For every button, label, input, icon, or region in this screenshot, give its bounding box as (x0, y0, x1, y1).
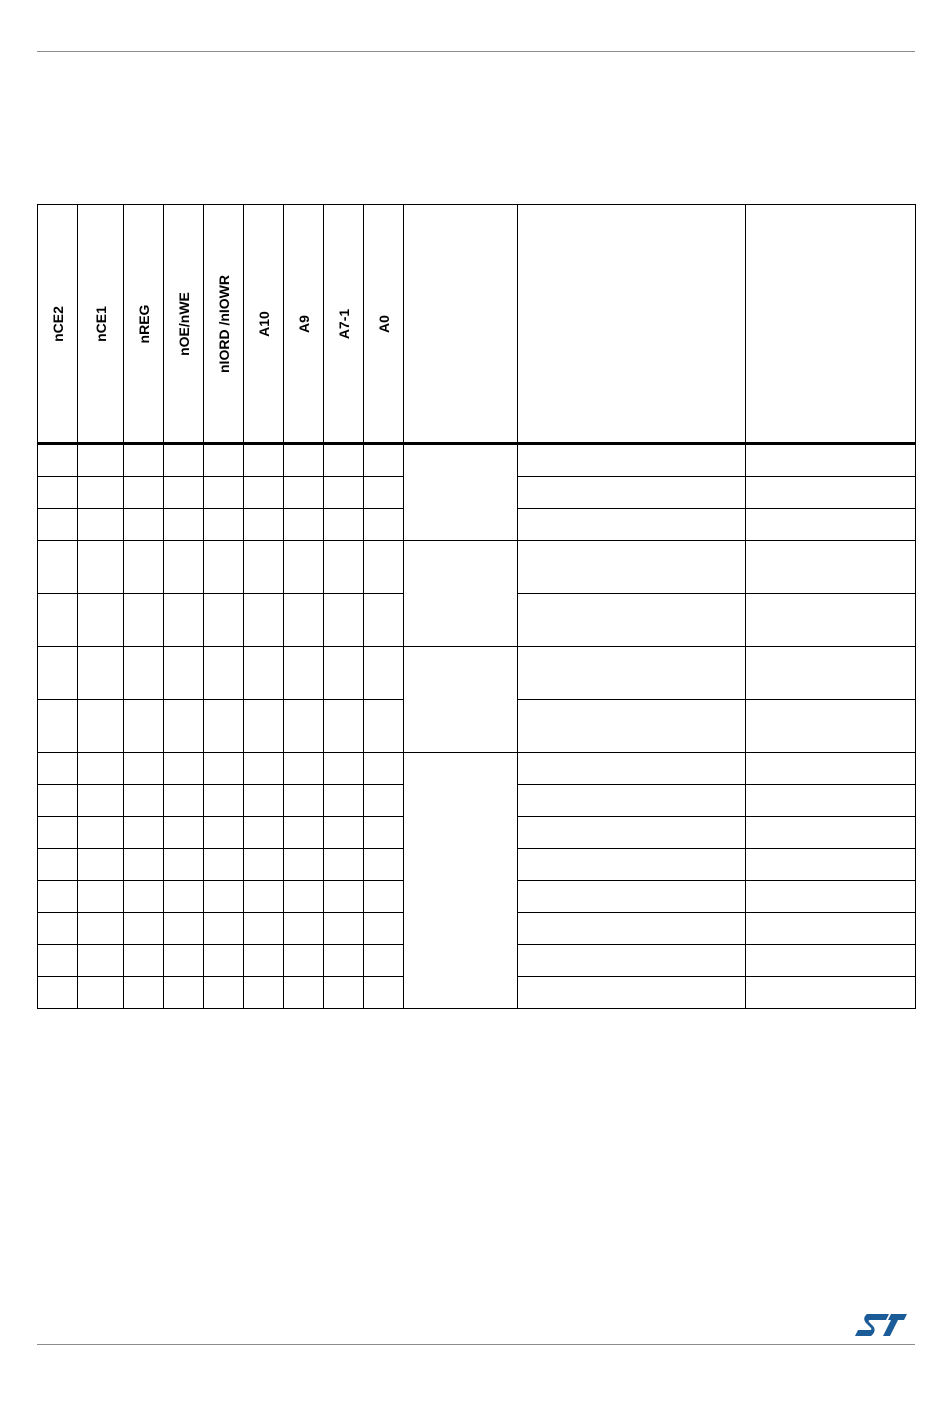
table-row (38, 647, 916, 700)
col-header-nreg: nREG (124, 205, 164, 444)
col-header-blank-2 (518, 205, 746, 444)
col-header-nce2: nCE2 (38, 205, 78, 444)
col-header-a0: A0 (364, 205, 404, 444)
group-cell (404, 647, 518, 753)
col-header-a7-1: A7-1 (324, 205, 364, 444)
col-header-noe-nwe: nOE/nWE (164, 205, 204, 444)
col-header-a9: A9 (284, 205, 324, 444)
group-cell (404, 444, 518, 541)
footer-rule (37, 1344, 915, 1345)
table-row (38, 753, 916, 785)
col-header-blank-1 (404, 205, 518, 444)
col-header-niord-niowr: nIORD /nIOWR (204, 205, 244, 444)
st-logo-icon (853, 1311, 909, 1339)
col-header-blank-3 (746, 205, 916, 444)
table-row (38, 444, 916, 477)
group-cell (404, 541, 518, 647)
table-header-row (38, 205, 916, 444)
col-header-nce1: nCE1 (78, 205, 124, 444)
table-row (38, 541, 916, 594)
signal-table (37, 204, 916, 1009)
header-rule (37, 51, 915, 52)
group-cell (404, 753, 518, 1009)
col-header-a10: A10 (244, 205, 284, 444)
